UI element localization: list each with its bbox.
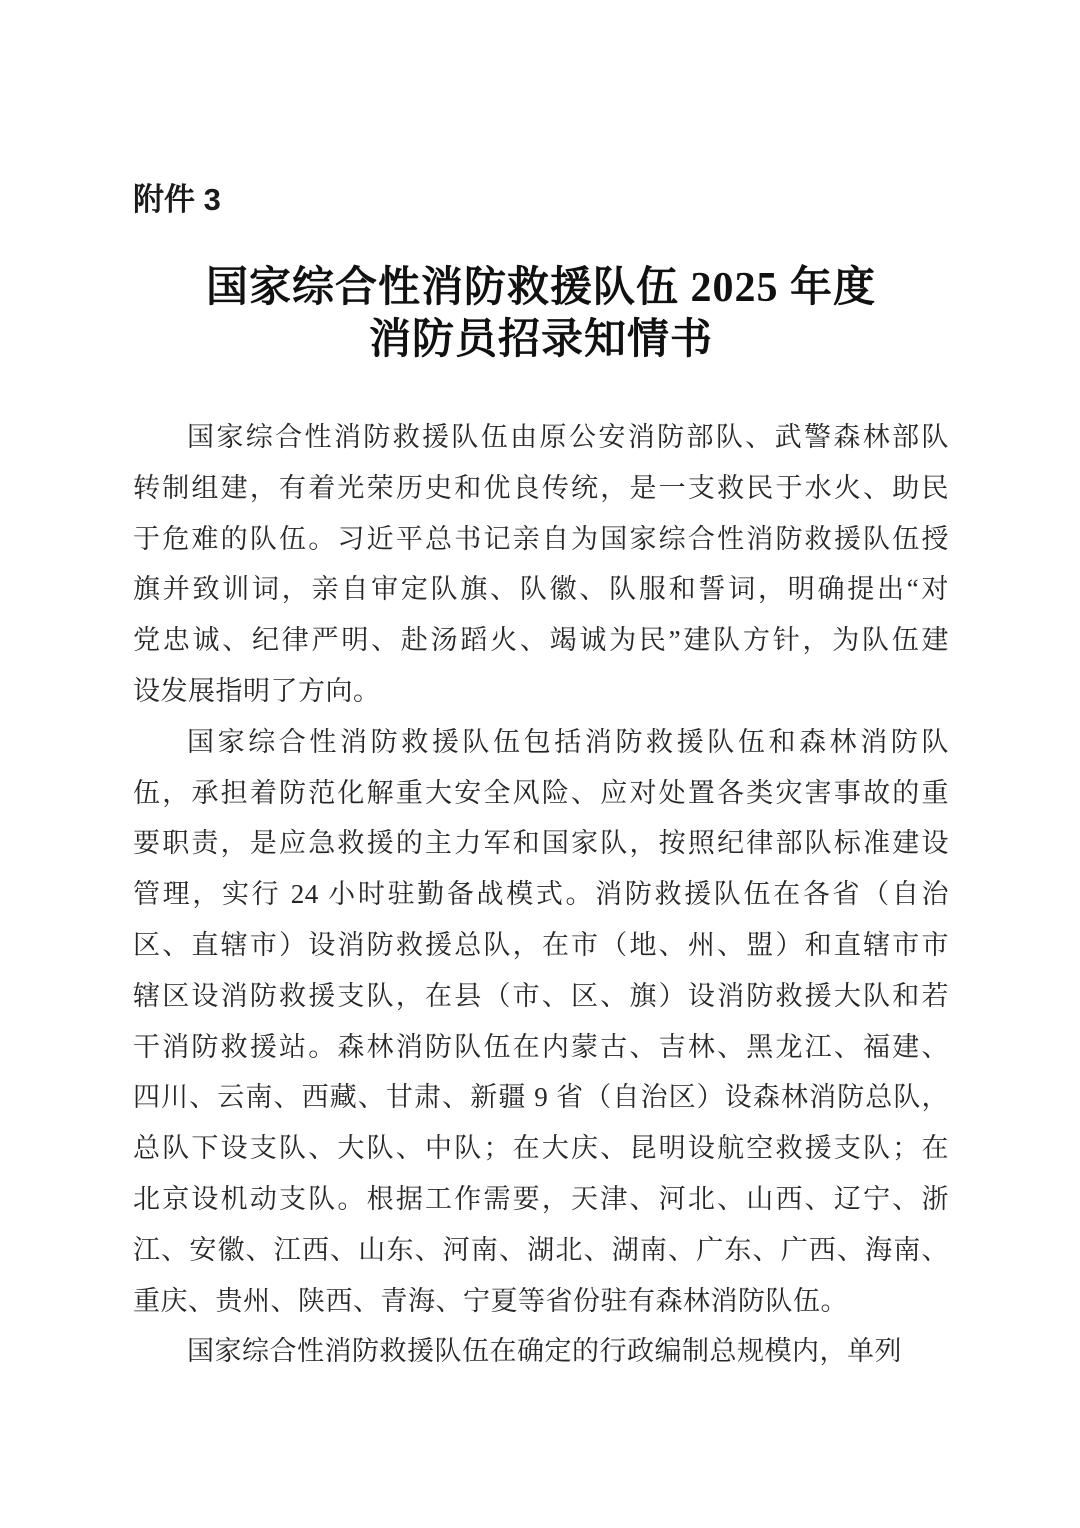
paragraph [133, 717, 949, 1327]
title-line: 国家综合性消防救援队伍 2025 年度 [205, 265, 876, 311]
paragraph-line: 国家综合性消防救援队伍包括消防救援队伍和森林消防队 [187, 726, 949, 757]
paragraph-line: 区、直辖市）设消防救援总队，在市（地、州、盟）和直辖市市 [133, 929, 949, 960]
paragraph-line: 重庆、贵州、陕西、青海、宁夏等省份驻有森林消防队伍。 [133, 1285, 848, 1316]
paragraph-line: 干消防救援站。森林消防队伍在内蒙古、吉林、黑龙江、福建、 [133, 1031, 949, 1062]
paragraph-line: 管理，实行 24 小时驻勤备战模式。消防救援队伍在各省（自治 [133, 879, 949, 910]
paragraph-line: 伍，承担着防范化解重大安全风险、应对处置各类灾害事故的重 [133, 777, 949, 808]
paragraph-line: 总队下设支队、大队、中队；在大庆、昆明设航空救援支队；在 [133, 1133, 949, 1164]
document-title [133, 262, 949, 366]
paragraph [133, 1326, 949, 1377]
paragraph-line: 国家综合性消防救援队伍在确定的行政编制总规模内，单列 [187, 1336, 902, 1367]
paragraph-line: 江、安徽、江西、山东、河南、湖北、湖南、广东、广西、海南、 [133, 1234, 949, 1265]
paragraph-line: 转制组建，有着光荣历史和优良传统，是一支救民于水火、助民 [133, 472, 949, 503]
paragraph-line: 旗并致训词，亲自审定队旗、队徽、队服和誓词，明确提出“对 [133, 574, 949, 605]
paragraph-line: 设发展指明了方向。 [133, 675, 381, 706]
document-body [133, 412, 949, 1377]
paragraph [133, 412, 949, 717]
paragraph-line: 四川、云南、西藏、甘肃、新疆 9 省（自治区）设森林消防总队， [133, 1082, 949, 1113]
attachment-label: 附件 3 [133, 182, 221, 217]
paragraph-line: 辖区设消防救援支队，在县（市、区、旗）设消防救援大队和若 [133, 980, 949, 1011]
paragraph-line: 党忠诚、纪律严明、赴汤蹈火、竭诚为民”建队方针，为队伍建 [133, 625, 949, 656]
paragraph-line: 于危难的队伍。习近平总书记亲自为国家综合性消防救援队伍授 [133, 523, 949, 554]
paragraph-line: 国家综合性消防救援队伍由原公安消防部队、武警森林部队 [187, 422, 949, 452]
paragraph-line: 要职责，是应急救援的主力军和国家队，按照纪律部队标准建设 [133, 828, 949, 859]
title-line: 消防员招录知情书 [368, 317, 713, 363]
paragraph-line: 北京设机动支队。根据工作需要，天津、河北、山西、辽宁、浙 [133, 1183, 949, 1214]
